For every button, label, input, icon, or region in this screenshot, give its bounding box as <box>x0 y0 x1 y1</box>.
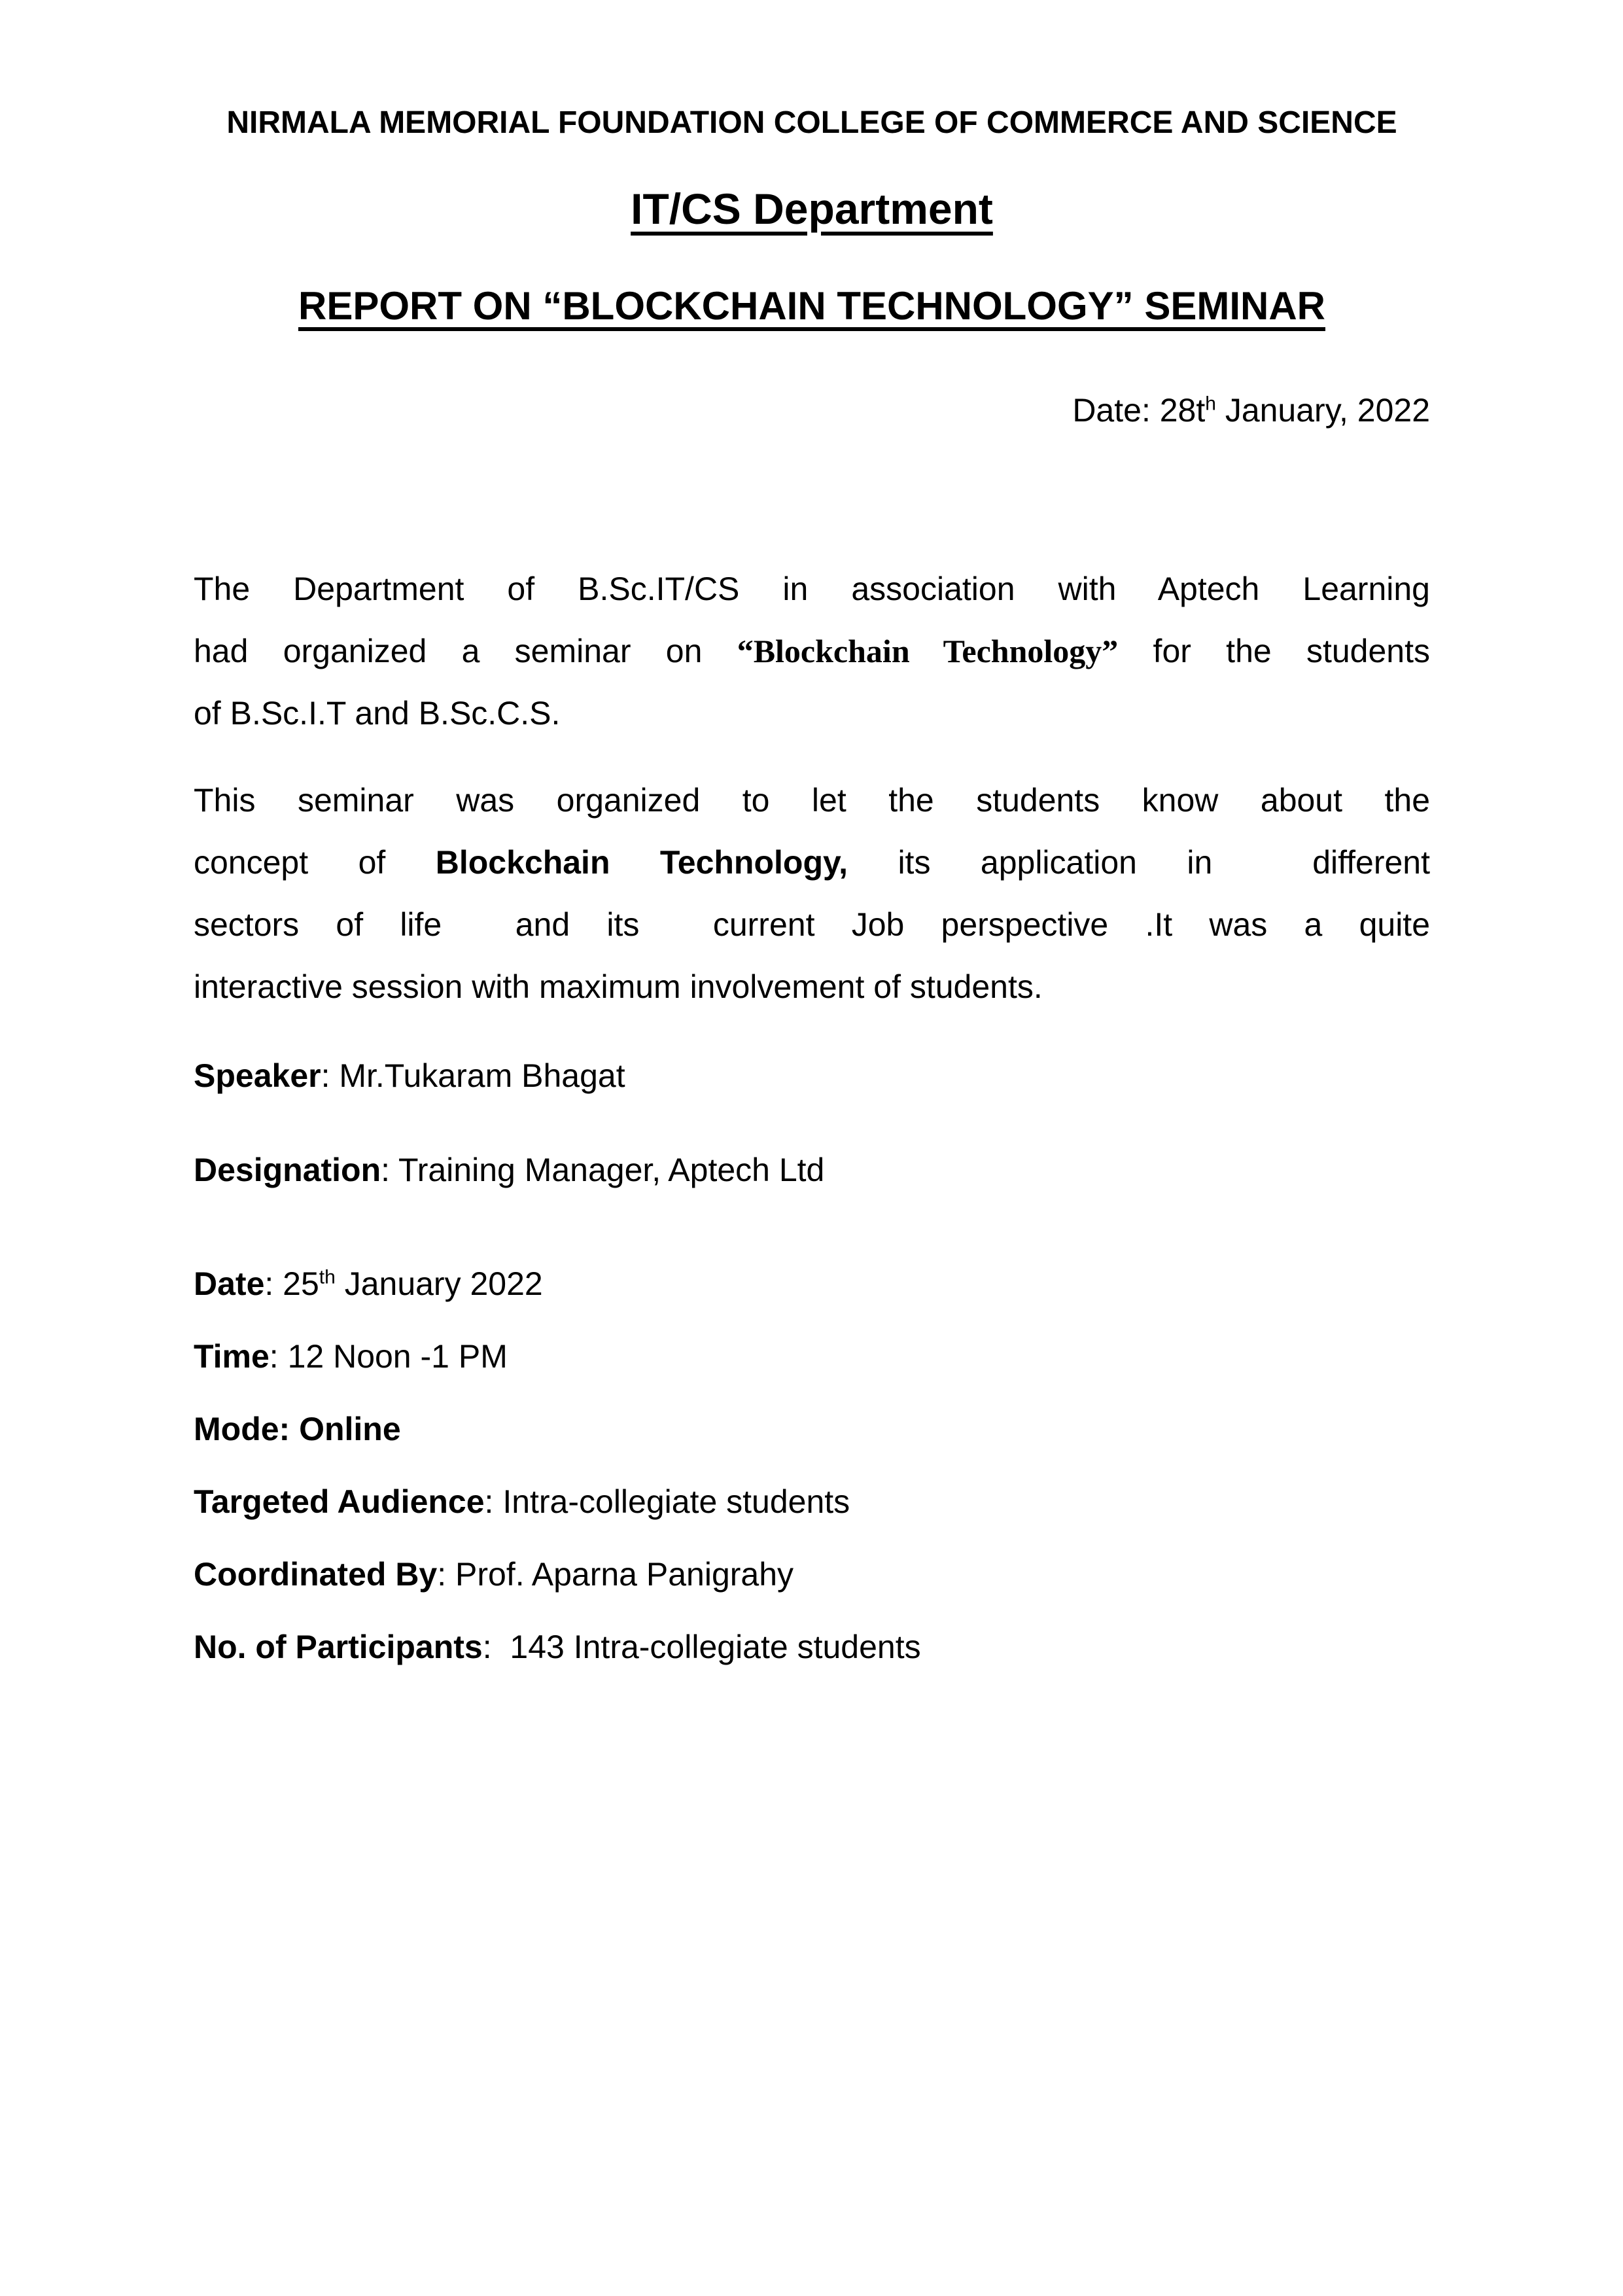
department-title-text: IT/CS Department <box>631 185 993 233</box>
report-date-suffix: January, 2022 <box>1215 392 1430 429</box>
department-title <box>194 183 1430 235</box>
detail-participants <box>194 1611 1430 1684</box>
paragraph-intro-line-2 <box>194 620 1430 682</box>
detail-targeted-audience-label: Targeted Audience <box>194 1483 485 1520</box>
blockchain-technology-bold: Blockchain Technology, <box>435 844 848 881</box>
detail-mode <box>194 1393 1430 1466</box>
paragraph-purpose-line-3 <box>194 894 1430 956</box>
designation-line <box>194 1150 1430 1190</box>
detail-targeted-audience <box>194 1466 1430 1538</box>
speaker-value: : Mr.Tukaram Bhagat <box>321 1057 625 1094</box>
designation-value: : Training Manager, Aptech Ltd <box>381 1152 825 1188</box>
report-date-line <box>194 391 1430 430</box>
paragraph-purpose-line-2 <box>194 832 1430 894</box>
paragraph-intro <box>194 558 1430 745</box>
detail-participants-value: : 143 Intra-collegiate students <box>482 1629 921 1665</box>
text-run: had organized a seminar on <box>194 633 737 669</box>
text-run: its application in different <box>847 844 1430 881</box>
speaker-label: Speaker <box>194 1057 321 1094</box>
speaker-line <box>194 1056 1430 1095</box>
detail-date-label: Date <box>194 1265 265 1302</box>
text-run: of B.Sc.I.T and B.Sc.C.S. <box>194 695 561 732</box>
detail-participants-label: No. of Participants <box>194 1629 483 1665</box>
designation-label: Designation <box>194 1152 381 1188</box>
detail-date <box>194 1248 1430 1320</box>
report-title <box>194 283 1430 330</box>
detail-targeted-audience-value: : Intra-collegiate students <box>484 1483 850 1520</box>
paragraph-purpose-line-1 <box>194 769 1430 832</box>
report-title-text: REPORT ON “BLOCKCHAIN TECHNOLOGY” SEMINAR <box>298 284 1326 328</box>
detail-coordinated-by-value: : Prof. Aparna Panigrahy <box>437 1556 794 1593</box>
paragraph-intro-line-1 <box>194 558 1430 620</box>
paragraph-purpose-line-4 <box>194 956 1430 1018</box>
detail-coordinated-by <box>194 1538 1430 1611</box>
text-run: This seminar was organized to let the students know about the <box>194 782 1430 819</box>
report-date-superscript: h <box>1205 393 1216 415</box>
detail-mode-label: Mode: Online <box>194 1411 401 1447</box>
paragraph-intro-line-3 <box>194 682 1430 745</box>
paragraph-purpose <box>194 769 1430 1018</box>
detail-time <box>194 1320 1430 1393</box>
text-run: interactive session with maximum involvement of students. <box>194 968 1043 1005</box>
detail-date-value-pre: : 25 <box>264 1265 319 1302</box>
detail-time-label: Time <box>194 1338 270 1375</box>
blockchain-technology-quoted-bold: “Blockchain Technology” <box>737 633 1119 669</box>
report-date-prefix: Date: 28t <box>1072 392 1206 429</box>
detail-date-value-post: January 2022 <box>335 1265 543 1302</box>
text-run: sectors of life and its current Job perspective .It was a quite <box>194 906 1430 943</box>
text-run: for the students <box>1118 633 1430 669</box>
college-name-heading: NIRMALA MEMORIAL FOUNDATION COLLEGE OF COMMERCE AND SCIENCE <box>226 105 1397 140</box>
text-run: concept of <box>194 844 436 881</box>
detail-date-superscript: th <box>319 1266 336 1288</box>
detail-coordinated-by-label: Coordinated By <box>194 1556 438 1593</box>
event-details-block <box>194 1248 1430 1684</box>
detail-time-value: : 12 Noon -1 PM <box>269 1338 508 1375</box>
text-run: The Department of B.Sc.IT/CS in association with Aptech Learning <box>194 571 1430 607</box>
